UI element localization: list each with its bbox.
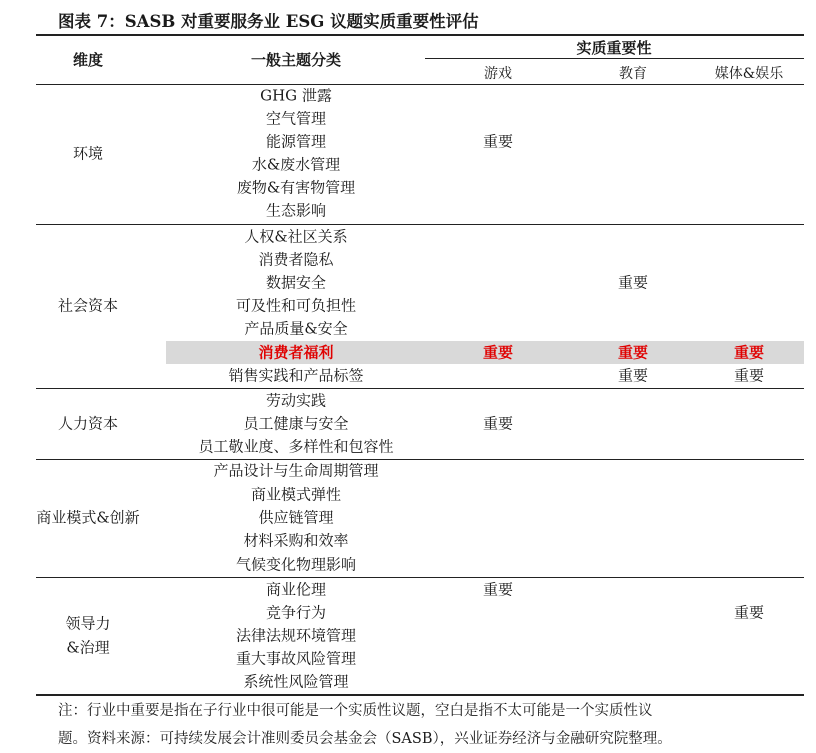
group-divider	[36, 577, 804, 578]
topic-row: 能源管理	[265, 132, 327, 151]
mark-welfare-media: 重要	[733, 343, 765, 362]
mark-welfare-game: 重要	[482, 343, 514, 362]
group-divider	[36, 224, 804, 225]
top-rule	[36, 34, 804, 36]
mark-sales-media: 重要	[733, 366, 765, 385]
topic-row: 生态影响	[265, 201, 327, 220]
topic-row: 消费者隐私	[258, 250, 334, 269]
mark-edu-data-security: 重要	[617, 273, 649, 292]
mark-game-environment: 重要	[482, 132, 514, 151]
topic-row: 竞争行为	[265, 603, 327, 622]
footnote-line-2: 题。资料来源：可持续发展会计准则委员会基金会（SASB），兴业证券经济与金融研究院整理。	[58, 731, 672, 747]
mark-game-business-ethics: 重要	[482, 580, 514, 599]
header-industry-education: 教育	[619, 66, 647, 82]
topic-row: 商业伦理	[265, 580, 327, 599]
topic-row: 供应链管理	[258, 508, 334, 527]
dimension-leadership-line2: &治理	[66, 638, 110, 657]
figure-title: 图表 7：SASB 对重要服务业 ESG 议题实质重要性评估	[58, 12, 479, 31]
header-bottom-rule	[36, 84, 804, 85]
topic-row: 员工健康与安全	[243, 414, 349, 433]
header-industry-game: 游戏	[484, 66, 512, 82]
header-materiality: 实质重要性	[576, 39, 652, 57]
bottom-rule	[36, 694, 804, 696]
topic-row: 水&废水管理	[251, 155, 341, 174]
topic-row: 空气管理	[265, 109, 327, 128]
topic-row: 数据安全	[265, 273, 327, 292]
mark-welfare-edu: 重要	[617, 343, 649, 362]
dimension-business-model: 商业模式&创新	[36, 508, 140, 527]
group-divider	[36, 388, 804, 389]
header-dimension: 维度	[72, 51, 104, 69]
mark-sales-edu: 重要	[617, 366, 649, 385]
topic-row: 可及性和可负担性	[235, 296, 357, 315]
dimension-human-capital: 人力资本	[57, 414, 119, 433]
header-topic: 一般主题分类	[250, 51, 342, 69]
header-industry-media: 媒体&娱乐	[714, 66, 784, 82]
dimension-leadership-line1: 领导力	[65, 614, 111, 633]
dimension-social-capital: 社会资本	[57, 296, 119, 315]
topic-row: GHG 泄露	[260, 86, 332, 105]
topic-row: 废物&有害物管理	[236, 178, 356, 197]
topic-row: 系统性风险管理	[243, 672, 349, 691]
mark-game-human-capital: 重要	[482, 414, 514, 433]
topic-row: 产品设计与生命周期管理	[213, 461, 379, 480]
topic-row: 气候变化物理影响	[235, 555, 357, 574]
footnote-line-1: 注：行业中重要是指在子行业中很可能是一个实质性议题，空白是指不太可能是一个实质性议	[58, 703, 653, 719]
topic-row: 劳动实践	[265, 391, 327, 410]
topic-row: 法律法规环境管理	[235, 626, 357, 645]
topic-row: 人权&社区关系	[244, 227, 348, 246]
topic-row: 商业模式弹性	[250, 485, 342, 504]
mark-media-competition: 重要	[733, 603, 765, 622]
topic-row: 销售实践和产品标签	[228, 366, 364, 385]
topic-row: 重大事故风险管理	[235, 649, 357, 668]
topic-row: 产品质量&安全	[244, 319, 348, 338]
header-sub-rule	[425, 58, 804, 59]
group-divider	[36, 459, 804, 460]
dimension-environment: 环境	[72, 144, 104, 163]
topic-row-highlighted: 消费者福利	[258, 343, 334, 362]
topic-row: 材料采购和效率	[243, 531, 349, 550]
topic-row: 员工敬业度、多样性和包容性	[198, 437, 394, 456]
